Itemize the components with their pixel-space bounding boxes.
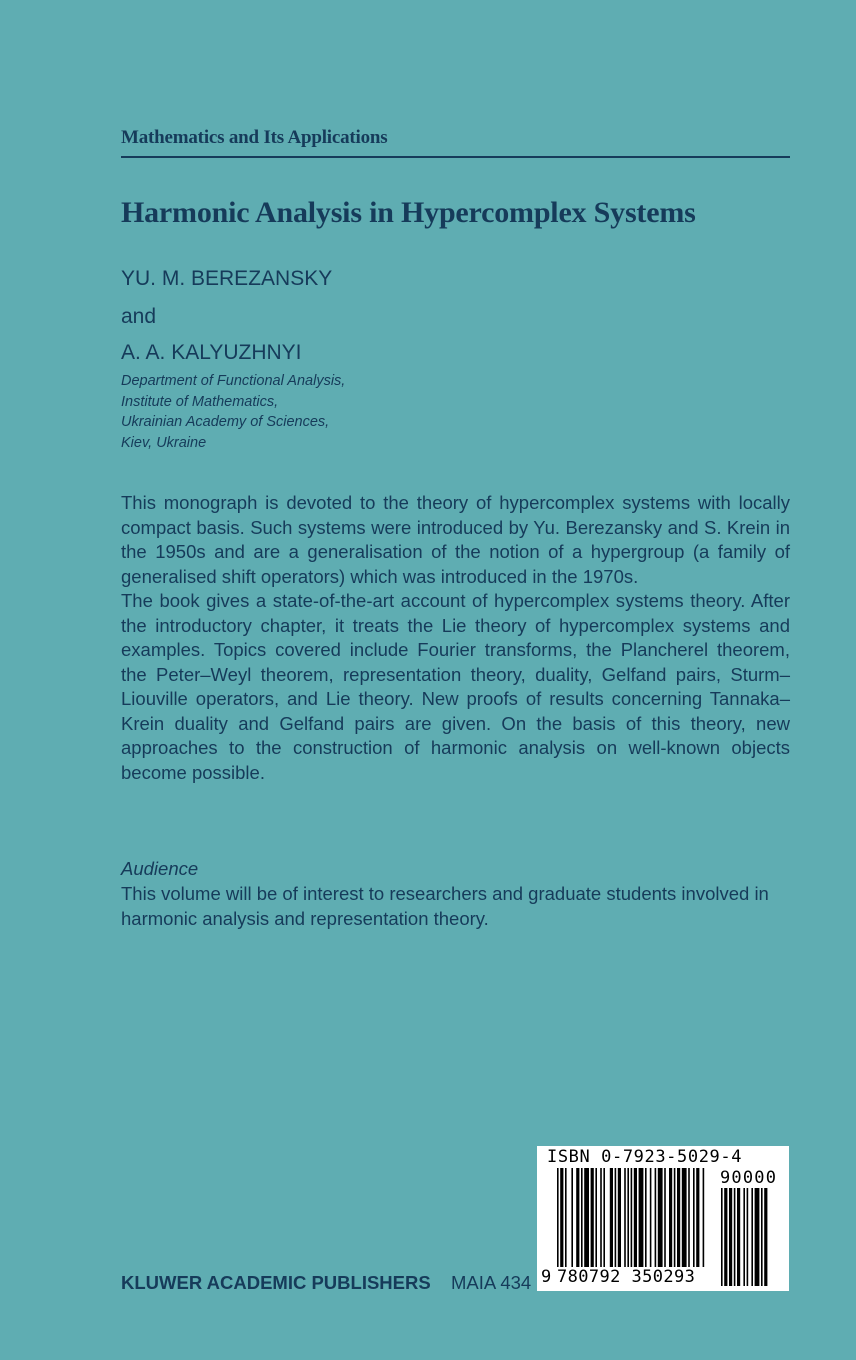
barcode-bar — [603, 1168, 605, 1268]
isbn-number: ISBN 0-7923-5029-4 — [547, 1147, 743, 1167]
barcode-bar — [669, 1168, 672, 1268]
barcode-bar — [655, 1168, 657, 1268]
barcode-bar — [645, 1168, 647, 1268]
description-paragraph: This monograph is devoted to the theory of hypercomplex systems with locally compact basis. Such systems were introduced by Yu. Berezansky and S. Krein in the 1950s and are a generalisation of the notion of a hypergroup (a family of generalised shift operators) which was introduced in the 1970s. — [121, 492, 790, 587]
barcode-bar — [682, 1168, 687, 1268]
series-divider — [121, 156, 790, 158]
affiliation-line: Department of Functional Analysis, — [121, 373, 346, 389]
barcode-bar — [639, 1168, 644, 1268]
barcode-bar — [560, 1168, 563, 1278]
series-title: Mathematics and Its Applications — [121, 127, 388, 148]
author-conjunction: and — [121, 305, 157, 328]
barcode-bar — [584, 1168, 589, 1268]
audience-heading: Audience — [121, 858, 199, 879]
barcode-bar — [703, 1168, 705, 1268]
barcode-bar — [591, 1168, 594, 1268]
barcode-bar — [674, 1168, 676, 1268]
barcode-bar — [595, 1168, 597, 1268]
description — [121, 491, 790, 785]
barcode-addon-bar — [737, 1188, 740, 1286]
barcode-addon-bar — [724, 1188, 727, 1286]
barcode-bar — [557, 1168, 559, 1278]
barcode-bar — [615, 1168, 617, 1268]
barcode-addon-bar — [747, 1188, 749, 1286]
ean-first-digit: 9 — [541, 1267, 552, 1287]
barcode-addon-bar — [734, 1188, 736, 1286]
barcode-bar — [610, 1168, 613, 1268]
barcode-bar — [581, 1168, 583, 1268]
barcode-addon-bar — [764, 1188, 767, 1286]
barcode-bar — [696, 1168, 699, 1268]
barcode-addon-bar — [755, 1188, 760, 1286]
barcode-bar — [631, 1168, 633, 1278]
barcode-bar — [565, 1168, 567, 1268]
affiliation-line: Kiev, Ukraine — [121, 434, 207, 451]
barcode-addon-bar — [721, 1188, 723, 1286]
barcode-bar — [664, 1168, 666, 1268]
barcode-bar — [571, 1168, 573, 1268]
ean-digits: 780792 350293 — [557, 1267, 705, 1287]
barcode-bar — [624, 1168, 626, 1268]
barcode-addon-bar — [761, 1188, 763, 1286]
barcode-bar — [677, 1168, 680, 1268]
barcode-bar — [688, 1168, 690, 1268]
publisher-name: KLUWER ACADEMIC PUBLISHERS — [121, 1272, 431, 1293]
barcode-bar — [600, 1168, 602, 1268]
author-second: A. A. KALYUZHNYI — [121, 341, 302, 364]
barcode-addon-bar — [743, 1188, 745, 1286]
barcode-bar — [618, 1168, 621, 1268]
barcode-bar — [634, 1168, 637, 1268]
barcode-bar — [627, 1168, 629, 1268]
barcode-bar — [576, 1168, 579, 1268]
affiliation — [121, 371, 345, 453]
description-paragraph: The book gives a state-of-the-art account of hypercomplex systems theory. After the introductory chapter, it treats the Lie theory of hypercomplex systems and examples. Topics covered include Fourier transforms, the Plancherel theorem, the Peter–Weyl theorem, representation theory, duality, Gelfand pairs, Sturm–Liouville operators, and Lie theory. New proofs of results concerning Tannaka–Krein duality and Gelfand pairs are given. On the basis of this theory, new approaches to the construction of harmonic analysis on well-known objects become possible. — [121, 590, 790, 783]
barcode-bar — [693, 1168, 695, 1268]
barcode-addon-bar — [729, 1188, 732, 1286]
barcode-addon: 90000 — [720, 1168, 778, 1188]
audience-text: This volume will be of interest to researchers and graduate students involved in harmonic analysis and representation theory. — [121, 883, 769, 929]
book-title: Harmonic Analysis in Hypercomplex Systems — [121, 196, 696, 229]
series-code: MAIA 434 — [451, 1272, 532, 1293]
isbn-barcode — [537, 1146, 789, 1291]
author-first: YU. M. BEREZANSKY — [121, 267, 333, 290]
barcode-bar — [658, 1168, 663, 1268]
barcode-addon-bar — [751, 1188, 753, 1286]
barcode-bar — [650, 1168, 652, 1268]
affiliation-line: Ukrainian Academy of Sciences, — [121, 414, 330, 430]
affiliation-line: Institute of Mathematics, — [121, 393, 279, 410]
